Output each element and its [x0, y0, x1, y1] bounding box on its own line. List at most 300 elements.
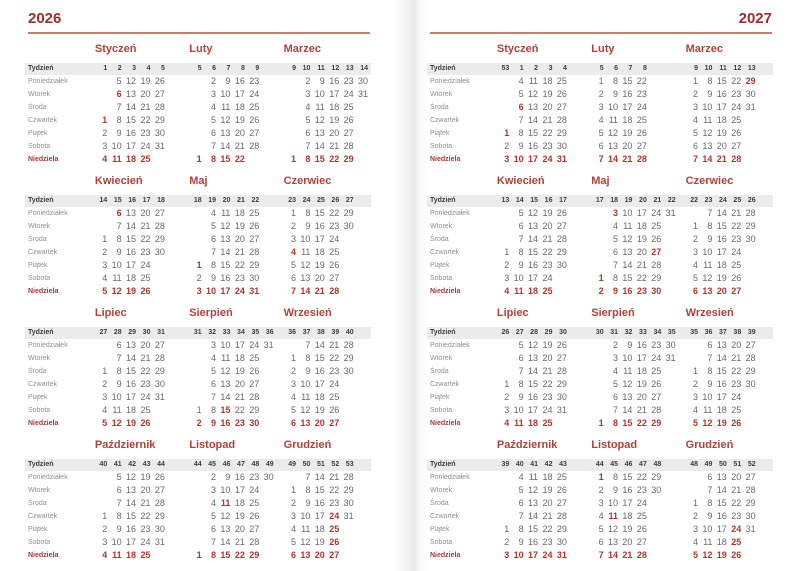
day-number: 31 [357, 89, 368, 99]
day-number: 20 [234, 128, 245, 138]
day-number [569, 378, 583, 391]
day-number [189, 352, 203, 365]
day-number [663, 127, 677, 140]
weekday-label: Środa [28, 104, 47, 111]
month-title: Styczeń [94, 43, 137, 55]
day-number: 25 [651, 221, 662, 231]
holiday-day-number: 6 [291, 418, 297, 428]
week-number: 45 [610, 461, 619, 468]
day-number [569, 285, 583, 298]
week-number: 12 [331, 65, 340, 72]
holiday-day-number: 18 [126, 154, 137, 164]
weekday-label: Niedziela [430, 156, 461, 163]
months-grid [430, 43, 772, 562]
week-number: 52 [331, 461, 340, 468]
day-number: 22 [234, 260, 245, 270]
day-number: 23 [329, 498, 340, 508]
week-number: 31 [193, 329, 202, 336]
week-number: 6 [212, 65, 217, 72]
day-number: 12 [220, 366, 231, 376]
month-block [284, 175, 370, 298]
day-number: 11 [301, 247, 311, 257]
day-number: 24 [651, 353, 662, 363]
day-number: 12 [126, 472, 137, 482]
day-number [167, 207, 181, 220]
day-number: 16 [716, 511, 727, 521]
day-number: 25 [329, 247, 340, 257]
day-number: 15 [528, 524, 539, 534]
day-number: 24 [140, 392, 151, 402]
day-number [261, 220, 275, 233]
day-number [95, 471, 109, 484]
day-number: 11 [623, 221, 633, 231]
week-number: 18 [157, 197, 165, 204]
day-number [569, 391, 583, 404]
weekday-label: Sobota [28, 407, 51, 414]
day-number [569, 246, 583, 259]
month-row [430, 175, 772, 298]
day-number [663, 88, 677, 101]
holiday-day-number: 3 [504, 154, 510, 164]
day-number: 29 [745, 366, 756, 376]
week-number: 35 [251, 329, 260, 336]
holiday-day-number: 4 [102, 550, 108, 560]
day-number: 24 [731, 247, 742, 257]
weekday-label-column [28, 307, 87, 430]
day-number: 19 [542, 485, 553, 495]
day-number: 24 [542, 273, 553, 283]
weekday-label: Wtorek [430, 355, 453, 362]
weekday-label: Poniedziałek [28, 78, 68, 85]
day-number [356, 378, 370, 391]
month-row [28, 307, 370, 430]
day-number [758, 339, 772, 352]
day-number [758, 114, 772, 127]
holiday-day-number: 10 [206, 286, 217, 296]
weekday-label-column [28, 43, 87, 166]
holiday-day-number: 19 [126, 286, 137, 296]
day-number: 10 [513, 273, 524, 283]
day-number: 19 [716, 273, 727, 283]
day-number [649, 523, 663, 536]
day-number [569, 417, 583, 430]
day-number: 28 [343, 472, 354, 482]
day-number [261, 484, 275, 497]
day-number: 30 [556, 141, 567, 151]
day-number: 20 [329, 128, 340, 138]
week-number: 28 [113, 329, 122, 336]
holiday-day-number: 25 [140, 154, 151, 164]
day-number [356, 285, 370, 298]
day-number: 4 [291, 524, 297, 534]
day-number: 24 [140, 537, 151, 547]
week-number [356, 459, 370, 471]
holiday-day-number: 29 [651, 418, 662, 428]
day-number: 31 [745, 524, 756, 534]
day-number: 20 [140, 340, 151, 350]
spacer [28, 439, 87, 459]
weekday-label: Czwartek [28, 381, 58, 388]
day-number [95, 352, 109, 365]
day-number: 5 [518, 208, 524, 218]
year-label: 2027 [738, 10, 772, 27]
day-number: 30 [343, 221, 354, 231]
day-number: 27 [731, 141, 742, 151]
day-number: 2 [102, 524, 108, 534]
week-number: 46 [624, 461, 633, 468]
holiday-day-number: 26 [140, 286, 151, 296]
day-number: 23 [651, 340, 662, 350]
day-number: 10 [608, 498, 619, 508]
weekday-label: Poniedziałek [430, 474, 470, 481]
day-number: 28 [154, 498, 165, 508]
day-number [663, 549, 677, 562]
day-number: 27 [745, 472, 756, 482]
day-number: 8 [116, 366, 122, 376]
day-number [95, 207, 109, 220]
day-number: 5 [291, 405, 297, 415]
day-number: 31 [263, 340, 274, 350]
day-number: 7 [707, 353, 713, 363]
day-number [758, 88, 772, 101]
holiday-day-number: 23 [636, 286, 647, 296]
day-number [569, 259, 583, 272]
day-number: 21 [140, 221, 151, 231]
day-number [341, 233, 355, 246]
day-number: 21 [234, 537, 245, 547]
day-number: 13 [528, 498, 539, 508]
day-number: 9 [116, 524, 122, 534]
day-number: 5 [693, 273, 699, 283]
day-number: 6 [211, 128, 217, 138]
day-number: 21 [234, 392, 245, 402]
week-number: 42 [544, 461, 553, 468]
month-block [189, 43, 275, 166]
day-number [569, 272, 583, 285]
day-number [261, 75, 275, 88]
weekday-label: Piątek [28, 262, 48, 269]
holiday-day-number: 7 [291, 286, 297, 296]
week-number: 7 [628, 65, 633, 72]
day-number: 27 [556, 353, 567, 363]
week-number: 35 [690, 329, 699, 336]
header-rule [28, 32, 370, 34]
day-number [497, 365, 511, 378]
day-number: 28 [249, 247, 260, 257]
holiday-day-number: 1 [196, 154, 202, 164]
month-title: Listopad [189, 439, 236, 451]
week-number: 32 [624, 329, 633, 336]
weekday-label: Środa [430, 368, 449, 375]
day-number: 28 [343, 141, 354, 151]
day-number: 4 [598, 511, 604, 521]
day-number [758, 140, 772, 153]
week-number: 30 [559, 329, 567, 336]
month-title: Listopad [591, 439, 638, 451]
day-number: 18 [126, 273, 137, 283]
day-number: 5 [613, 234, 619, 244]
holiday-day-number: 29 [745, 76, 756, 86]
day-number [261, 352, 275, 365]
day-number: 18 [622, 115, 633, 125]
day-number: 8 [211, 260, 217, 270]
day-number [284, 471, 298, 484]
week-number: 25 [733, 197, 742, 204]
week-row-label: Tydzień [430, 461, 456, 468]
week-number: 8 [240, 65, 245, 72]
holiday-day-number: 28 [329, 286, 340, 296]
day-number: 8 [518, 247, 524, 257]
day-number: 5 [305, 115, 311, 125]
day-number: 29 [154, 234, 165, 244]
day-number: 11 [301, 392, 311, 402]
day-number [663, 523, 677, 536]
day-number [189, 246, 203, 259]
day-number: 4 [211, 498, 217, 508]
day-number: 10 [622, 208, 633, 218]
day-number [167, 140, 181, 153]
weekday-label: Sobota [28, 143, 51, 150]
day-number: 21 [329, 340, 340, 350]
day-number: 12 [528, 485, 539, 495]
week-number: 22 [667, 197, 676, 204]
day-number: 20 [542, 102, 553, 112]
holiday-day-number: 11 [220, 498, 231, 508]
day-number: 2 [305, 76, 311, 86]
day-number [152, 259, 166, 272]
weekday-label: Wtorek [430, 223, 453, 230]
day-number: 25 [343, 102, 354, 112]
day-number [356, 497, 370, 510]
holiday-day-number: 7 [598, 154, 604, 164]
day-number [356, 484, 370, 497]
holiday-day-number: 14 [702, 154, 713, 164]
weekday-label: Czwartek [28, 117, 58, 124]
week-number: 1 [103, 65, 108, 72]
holiday-day-number: 28 [636, 550, 647, 560]
day-number: 16 [528, 141, 539, 151]
holiday-day-number: 12 [111, 286, 122, 296]
holiday-day-number: 1 [102, 115, 108, 125]
day-number: 15 [622, 472, 633, 482]
holiday-day-number: 5 [693, 418, 699, 428]
day-number [591, 246, 605, 259]
week-number: 38 [317, 329, 325, 336]
day-number: 11 [112, 273, 122, 283]
week-number: 10 [704, 65, 713, 72]
day-number: 31 [154, 392, 165, 402]
day-number: 29 [154, 115, 165, 125]
weekday-label: Wtorek [28, 91, 51, 98]
weekday-label: Niedziela [28, 420, 59, 427]
spacer [430, 43, 489, 63]
day-number: 13 [126, 89, 137, 99]
day-number [356, 471, 370, 484]
week-number: 37 [302, 329, 311, 336]
holiday-day-number: 6 [693, 286, 699, 296]
week-row-label: Tydzień [28, 461, 54, 468]
day-number: 10 [220, 485, 231, 495]
day-number: 4 [305, 102, 311, 112]
day-number: 2 [598, 89, 604, 99]
day-number [167, 153, 181, 166]
day-number: 30 [745, 511, 756, 521]
month-block [591, 175, 677, 298]
day-number: 30 [154, 524, 165, 534]
holiday-day-number: 18 [528, 286, 539, 296]
day-number [167, 259, 181, 272]
day-number: 9 [211, 273, 217, 283]
holiday-day-number: 31 [249, 286, 260, 296]
holiday-day-number: 11 [514, 418, 524, 428]
day-number: 22 [329, 353, 340, 363]
day-number [649, 549, 663, 562]
month-block [95, 439, 181, 562]
day-number: 29 [343, 353, 354, 363]
day-number: 26 [154, 472, 165, 482]
day-number: 5 [598, 128, 604, 138]
week-number: 27 [345, 197, 354, 204]
day-number [167, 404, 181, 417]
day-number: 26 [249, 221, 260, 231]
month-title: Sierpień [591, 307, 635, 319]
day-number: 9 [707, 89, 713, 99]
month-block [284, 43, 370, 166]
day-number: 4 [693, 260, 699, 270]
week-number: 26 [331, 197, 340, 204]
day-number: 4 [291, 392, 297, 402]
day-number: 14 [314, 340, 325, 350]
holiday-day-number: 6 [116, 208, 122, 218]
day-number: 30 [154, 128, 165, 138]
week-number [167, 63, 181, 75]
day-number: 20 [636, 392, 647, 402]
day-number [189, 365, 203, 378]
day-number: 16 [234, 472, 245, 482]
day-number: 11 [221, 353, 231, 363]
day-number: 2 [291, 366, 297, 376]
holiday-day-number: 29 [249, 550, 260, 560]
day-number [758, 272, 772, 285]
day-number: 24 [249, 485, 260, 495]
day-number: 27 [154, 485, 165, 495]
day-number [569, 75, 583, 88]
day-number: 1 [102, 511, 108, 521]
weekday-label-column [28, 439, 87, 562]
day-number: 8 [518, 379, 524, 389]
week-number: 53 [345, 461, 354, 468]
day-number [497, 233, 511, 246]
month-block [686, 175, 772, 298]
day-number: 18 [234, 353, 245, 363]
day-number [152, 549, 166, 562]
day-number [341, 272, 355, 285]
day-number: 30 [249, 273, 260, 283]
day-number: 22 [542, 247, 553, 257]
day-number [663, 259, 677, 272]
day-number: 20 [140, 89, 151, 99]
day-number: 21 [731, 485, 742, 495]
day-number: 3 [102, 537, 108, 547]
holiday-day-number: 3 [196, 286, 202, 296]
month-title: Grudzień [283, 439, 332, 451]
month-title: Październik [94, 439, 156, 451]
day-number: 25 [249, 208, 260, 218]
day-number [189, 75, 203, 88]
day-number: 19 [542, 340, 553, 350]
day-number: 30 [556, 537, 567, 547]
day-number: 21 [542, 511, 553, 521]
weekday-label: Czwartek [430, 513, 460, 520]
week-number: 19 [624, 197, 633, 204]
day-number [569, 471, 583, 484]
day-number: 22 [329, 485, 340, 495]
day-number: 30 [357, 76, 368, 86]
day-number [663, 510, 677, 523]
day-number [189, 101, 203, 114]
week-number: 15 [113, 197, 122, 204]
weekday-label: Poniedziałek [430, 210, 470, 217]
holiday-day-number: 23 [234, 418, 245, 428]
day-number: 17 [716, 392, 727, 402]
holiday-day-number: 25 [542, 286, 553, 296]
day-number: 28 [745, 353, 756, 363]
month-row [28, 175, 370, 298]
day-number [591, 259, 605, 272]
day-number [189, 378, 203, 391]
day-number: 25 [731, 405, 742, 415]
week-number: 4 [562, 65, 567, 72]
week-number: 23 [288, 197, 297, 204]
day-number: 6 [598, 141, 604, 151]
day-number: 24 [249, 340, 260, 350]
month-title: Kwiecień [496, 175, 545, 187]
day-number: 26 [636, 128, 647, 138]
day-number [569, 536, 583, 549]
day-number [743, 127, 757, 140]
day-number: 9 [707, 511, 713, 521]
day-number [569, 114, 583, 127]
week-number: 13 [345, 65, 354, 72]
day-number: 6 [116, 340, 122, 350]
holiday-day-number: 8 [211, 550, 217, 560]
week-row-label: Tydzień [430, 197, 456, 204]
holiday-day-number: 14 [608, 550, 619, 560]
day-number: 25 [636, 511, 647, 521]
weekday-label: Niedziela [430, 552, 461, 559]
day-number: 1 [102, 366, 108, 376]
week-number: 13 [501, 197, 510, 204]
week-number: 27 [515, 329, 524, 336]
day-number [743, 246, 757, 259]
holiday-day-number: 14 [608, 154, 619, 164]
day-number [167, 549, 181, 562]
day-number [649, 88, 663, 101]
day-number [356, 220, 370, 233]
day-number: 23 [636, 485, 647, 495]
month-row [28, 43, 370, 166]
day-number [189, 536, 203, 549]
day-number: 26 [556, 485, 567, 495]
day-number: 21 [234, 247, 245, 257]
day-number: 15 [314, 353, 325, 363]
day-number [649, 510, 663, 523]
day-number: 18 [716, 115, 727, 125]
day-number: 7 [116, 102, 122, 112]
holiday-day-number: 17 [528, 550, 539, 560]
day-number: 29 [154, 366, 165, 376]
day-number [284, 88, 298, 101]
